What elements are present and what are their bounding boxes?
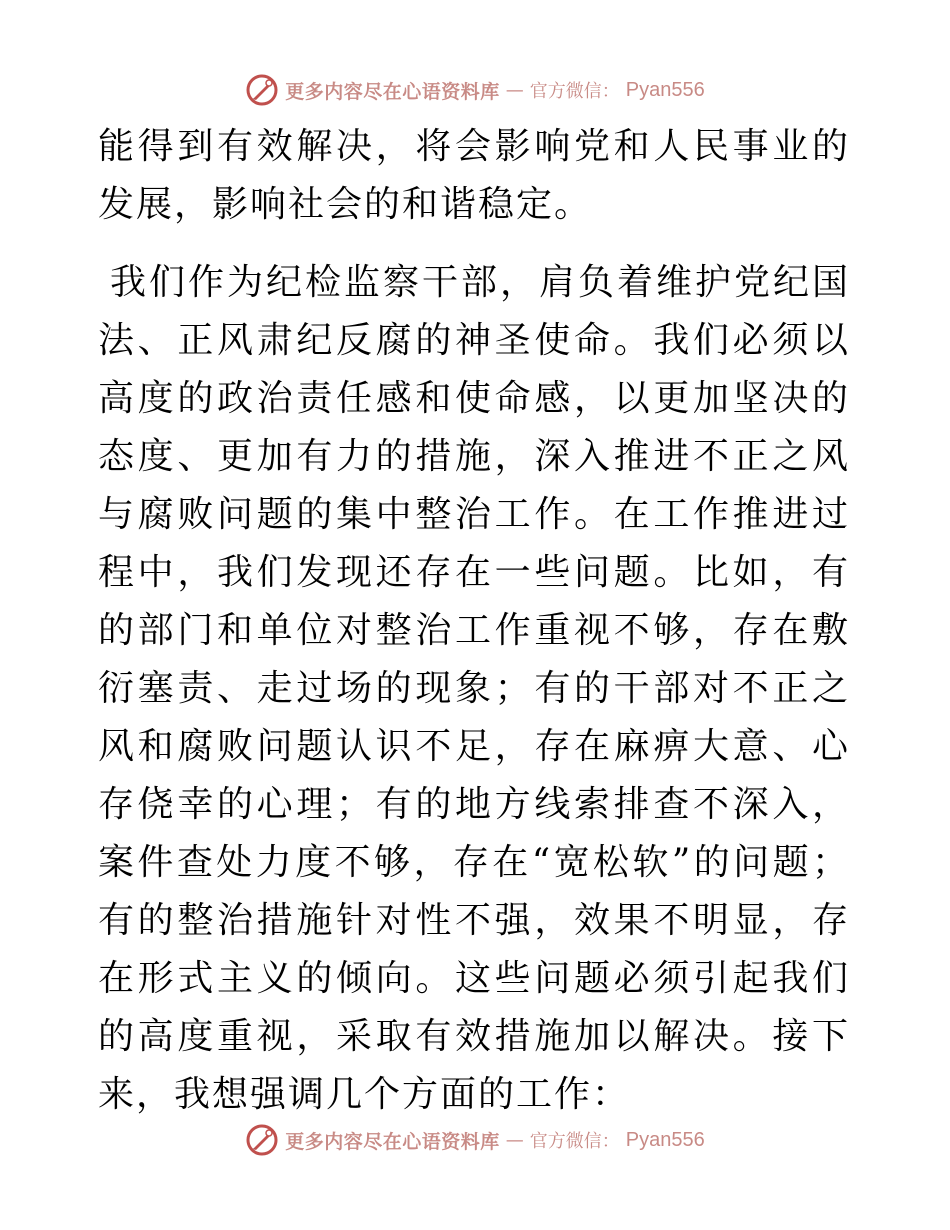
paragraph-2: 我们作为纪检监察干部，肩负着维护党纪国法、正风肃纪反腐的神圣使命。我们必须以高度的政治责任感和使命感，以更加坚决的态度、更加有力的措施，深入推进不正之风与腐败问题的集中整治工作。在工作推进过程中，我们发现还存在一些问题。比如，有的部门和单位对整治工作重视不够，存在敷衍塞责、走过场的现象；有的干部对不正之风和腐败问题认识不足，存在麻痹大意、心存侥幸的心理；有的地方线索排查不深入，案件查处力度不够，存在“宽松软”的问题；有的整治措施针对性不强，效果不明显，存在形式主义的倾向。这些问题必须引起我们的高度重视，采取有效措施加以解决。接下来，我想强调几个方面的工作： bbox=[98, 262, 850, 1115]
quill-logo-icon bbox=[245, 73, 279, 107]
footer-banner bbox=[0, 1120, 950, 1160]
header-banner-text: 更多内容尽在心语资料库 bbox=[285, 80, 500, 103]
header-banner-dash: — bbox=[505, 79, 524, 101]
paragraph-1: 能得到有效解决，将会影响党和人民事业的发展，影响社会的和谐稳定。 bbox=[98, 126, 850, 225]
quill-logo-icon bbox=[245, 1123, 279, 1157]
header-banner bbox=[0, 70, 950, 110]
footer-wechat-id: Pyan556 bbox=[625, 1128, 705, 1151]
document-body bbox=[98, 118, 850, 1124]
header-wechat-label: 官方微信： bbox=[529, 81, 620, 102]
footer-banner-text: 更多内容尽在心语资料库 bbox=[285, 1130, 500, 1153]
header-wechat-id: Pyan556 bbox=[625, 78, 705, 101]
footer-wechat-label: 官方微信： bbox=[529, 1131, 620, 1152]
footer-banner-dash: — bbox=[505, 1129, 524, 1151]
